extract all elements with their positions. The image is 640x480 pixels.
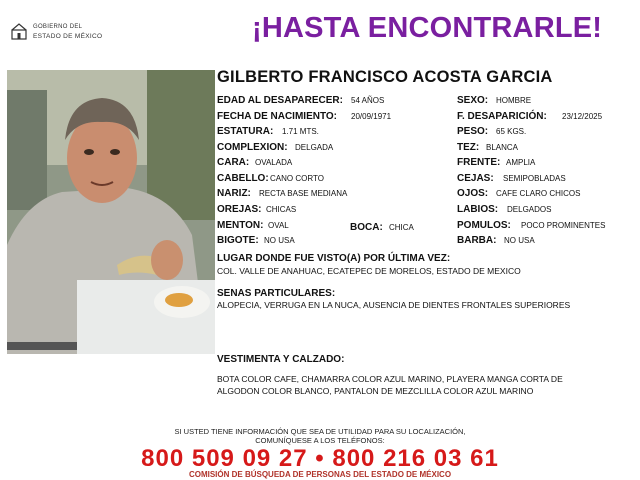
contact-info-line2: COMUNÍQUESE A LOS TELÉFONOS: bbox=[255, 436, 385, 445]
label-nariz: NARIZ: bbox=[217, 188, 251, 199]
label-estatura: ESTATURA: bbox=[217, 126, 274, 137]
label-tez: TEZ: bbox=[457, 142, 480, 153]
label-menton: MENTON: bbox=[217, 220, 264, 231]
person-photo bbox=[7, 70, 215, 354]
value-cabello: CANO CORTO bbox=[270, 174, 324, 183]
value-pomulos: POCO PROMINENTES bbox=[521, 221, 606, 230]
phone-numbers: 800 509 09 27 • 800 216 03 61 bbox=[141, 445, 499, 472]
last-seen-text: COL. VALLE DE ANAHUAC, ECATEPEC DE MORELOS, ESTADO DE MEXICO bbox=[217, 266, 521, 276]
label-pomulos: POMULOS: bbox=[457, 220, 511, 231]
value-nariz: RECTA BASE MEDIANA bbox=[259, 189, 348, 198]
value-bigote: NO USA bbox=[264, 236, 295, 245]
contact-info-line1: SI USTED TIENE INFORMACIÓN QUE SEA DE UTILIDAD PARA SU LOCALIZACIÓN, bbox=[174, 427, 466, 436]
label-sexo: SEXO: bbox=[457, 95, 489, 106]
label-ojos: OJOS: bbox=[457, 188, 489, 199]
person-name: GILBERTO FRANCISCO ACOSTA GARCIA bbox=[217, 68, 553, 86]
value-orejas: CHICAS bbox=[266, 205, 297, 214]
value-tez: BLANCA bbox=[486, 143, 519, 152]
label-boca: BOCA: bbox=[350, 222, 383, 233]
value-complexion: DELGADA bbox=[295, 143, 334, 152]
label-cabello: CABELLO: bbox=[217, 173, 269, 184]
value-cara: OVALADA bbox=[255, 158, 293, 167]
value-edad: 54 AÑOS bbox=[351, 96, 385, 105]
value-menton: OVAL bbox=[268, 221, 289, 230]
value-ojos: CAFE CLARO CHICOS bbox=[496, 189, 581, 198]
label-bigote: BIGOTE: bbox=[217, 235, 259, 246]
government-label-line2: ESTADO DE MÉXICO bbox=[33, 33, 103, 40]
label-edad: EDAD AL DESAPARECER: bbox=[217, 95, 343, 106]
headline: ¡HASTA ENCONTRARLE! bbox=[252, 12, 603, 44]
label-peso: PESO: bbox=[457, 126, 489, 137]
value-fecha-desaparicion: 23/12/2025 bbox=[562, 112, 603, 121]
state-emblem-icon bbox=[10, 22, 28, 40]
label-cara: CARA: bbox=[217, 157, 250, 168]
label-fecha-nacimiento: FECHA DE NACIMIENTO: bbox=[217, 111, 337, 122]
value-estatura: 1.71 MTS. bbox=[282, 127, 319, 136]
footer-commission: COMISIÓN DE BÚSQUEDA DE PERSONAS DEL ESTADO DE MÉXICO bbox=[188, 470, 452, 479]
government-label-line1: GOBIERNO DEL bbox=[33, 24, 83, 30]
label-frente: FRENTE: bbox=[457, 157, 501, 168]
last-seen-label: LUGAR DONDE FUE VISTO(A) POR ÚLTIMA VEZ: bbox=[217, 253, 451, 264]
label-complexion: COMPLEXION: bbox=[217, 142, 288, 153]
clothing-text-line2: ALGODON COLOR BLANCO, PANTALON DE MEZCLILLA COLOR AZUL MARINO bbox=[217, 386, 534, 396]
value-fecha-nacimiento: 20/09/1971 bbox=[351, 112, 392, 121]
clothing-label: VESTIMENTA Y CALZADO: bbox=[217, 354, 345, 365]
value-labios: DELGADOS bbox=[507, 205, 552, 214]
value-frente: AMPLIA bbox=[506, 158, 536, 167]
label-barba: BARBA: bbox=[457, 235, 497, 246]
label-cejas: CEJAS: bbox=[457, 173, 494, 184]
label-labios: LABIOS: bbox=[457, 204, 499, 215]
value-sexo: HOMBRE bbox=[496, 96, 532, 105]
distinguishing-marks-label: SENAS PARTICULARES: bbox=[217, 288, 336, 299]
label-orejas: OREJAS: bbox=[217, 204, 262, 215]
label-fecha-desaparicion: F. DESAPARICIÓN: bbox=[457, 111, 547, 122]
distinguishing-marks-text: ALOPECIA, VERRUGA EN LA NUCA, AUSENCIA DE DIENTES FRONTALES SUPERIORES bbox=[217, 300, 571, 310]
value-barba: NO USA bbox=[504, 236, 535, 245]
value-boca: CHICA bbox=[389, 223, 414, 232]
value-cejas: SEMIPOBLADAS bbox=[503, 174, 566, 183]
clothing-text-line1: BOTA COLOR CAFE, CHAMARRA COLOR AZUL MARINO, PLAYERA MANGA CORTA DE bbox=[217, 374, 563, 384]
value-peso: 65 KGS. bbox=[496, 127, 527, 136]
